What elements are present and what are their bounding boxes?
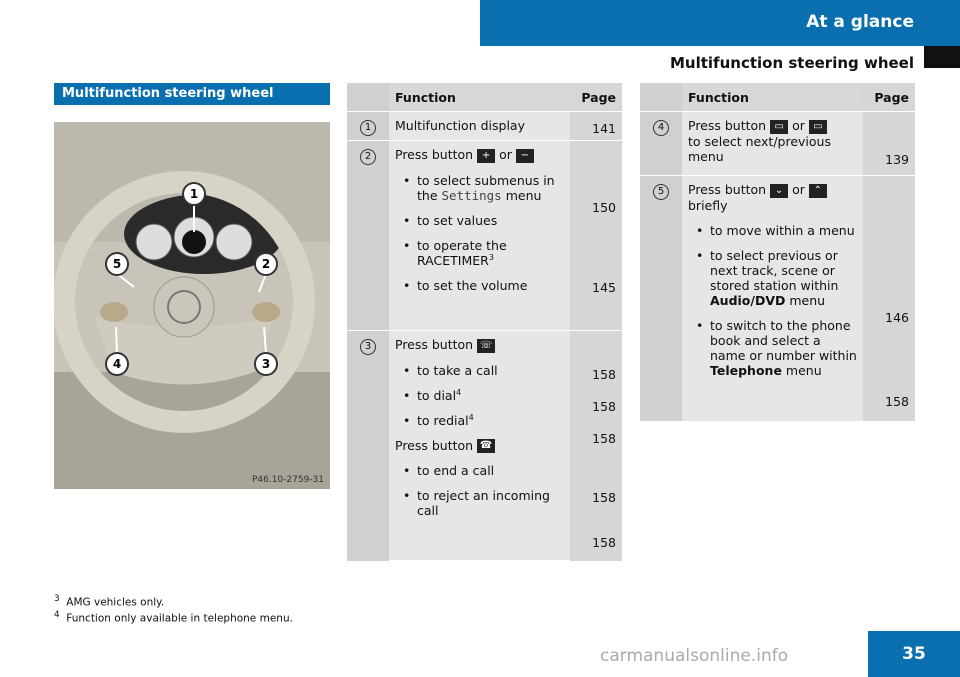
text: Press button <box>688 118 767 133</box>
list-item: • to redial$^4$ <box>395 413 564 428</box>
text: or <box>499 147 512 162</box>
row-page: 139 <box>885 152 909 167</box>
chapter-bar <box>480 0 960 46</box>
row-number: 4 <box>653 120 669 136</box>
row-number: 2 <box>360 149 376 165</box>
text: Press button <box>395 147 474 162</box>
col-page: Page <box>570 83 622 111</box>
table-row <box>347 112 622 141</box>
function-table-2 <box>640 83 915 421</box>
chapter-title: At a glance <box>806 12 914 32</box>
callout-1: 1 <box>189 187 199 201</box>
row-page: 145 <box>592 280 616 295</box>
row-page: 158 <box>592 399 616 414</box>
row-page: 158 <box>592 535 616 550</box>
list-item: • to end a call <box>395 463 564 478</box>
section-title: Multifunction steering wheel <box>54 83 330 105</box>
list-item: • to move within a menu <box>688 223 857 238</box>
list-item: • to take a call <box>395 363 564 378</box>
list-item: • to operate the RACETIMER$^3$ <box>395 238 564 268</box>
steering-wheel-photo <box>54 122 330 489</box>
row-page: 146 <box>885 310 909 325</box>
row-page: 158 <box>885 394 909 409</box>
text: briefly <box>688 197 728 213</box>
plus-button-icon: + <box>477 149 495 163</box>
row-page: 158 <box>592 367 616 382</box>
text: Press button <box>395 337 474 352</box>
row-page: 158 <box>592 490 616 505</box>
callout-5: 5 <box>112 257 122 271</box>
table-row <box>347 141 622 331</box>
callout-3: 3 <box>261 357 271 371</box>
section-header: Multifunction steering wheel <box>670 54 914 72</box>
function-table-1 <box>347 83 622 560</box>
next-menu-icon: ▭ <box>770 120 788 134</box>
previous-menu-icon: ▭ <box>809 120 827 134</box>
list-item: • to reject an incoming call <box>395 488 564 518</box>
row-number: 5 <box>653 184 669 200</box>
list-item: • to dial$^4$ <box>395 388 564 403</box>
text: Press button <box>395 437 474 453</box>
callout-4: 4 <box>112 357 122 371</box>
table-row <box>347 331 622 561</box>
row-number: 1 <box>360 120 376 136</box>
text: or <box>792 182 805 197</box>
table-row <box>640 112 915 176</box>
chevron-down-icon: ⌄ <box>770 184 788 198</box>
header-marker <box>924 46 960 68</box>
list-item: • to set the volume <box>395 278 564 293</box>
row-page: 150 <box>592 200 616 215</box>
footnote-3: $^3$ AMG vehicles only. <box>54 594 165 609</box>
table-row <box>640 176 915 421</box>
footnote-4: $^4$ Function only available in telephone menu. <box>54 610 293 625</box>
row-page: 158 <box>592 431 616 446</box>
row-number: 3 <box>360 339 376 355</box>
list-item: • to switch to the phone book and select a name or number within Telephone menu <box>688 318 857 378</box>
col-page: Page <box>863 83 915 111</box>
phone-accept-icon: ☏ <box>477 339 495 353</box>
minus-button-icon: − <box>516 149 534 163</box>
list-item: • to select previous or next track, scene or stored station within Audio/DVD menu <box>688 248 857 308</box>
image-code: P46.10-2759-31 <box>251 475 324 485</box>
text: Press button <box>688 182 767 197</box>
watermark: carmanualsonline.info <box>600 646 789 666</box>
text: or <box>792 118 805 133</box>
row-page: 141 <box>570 112 622 140</box>
text: to select next/previous menu <box>688 133 831 164</box>
chevron-up-icon: ⌃ <box>809 184 827 198</box>
row-function: Multifunction display <box>395 118 525 133</box>
col-function: Function <box>395 90 456 105</box>
page-number: 35 <box>868 631 960 677</box>
callout-2: 2 <box>261 257 271 271</box>
list-item: • to set values <box>395 213 564 228</box>
col-function: Function <box>688 90 749 105</box>
phone-end-icon: ☎ <box>477 439 495 453</box>
list-item: • to select submenus in the Settings menu <box>395 173 564 203</box>
